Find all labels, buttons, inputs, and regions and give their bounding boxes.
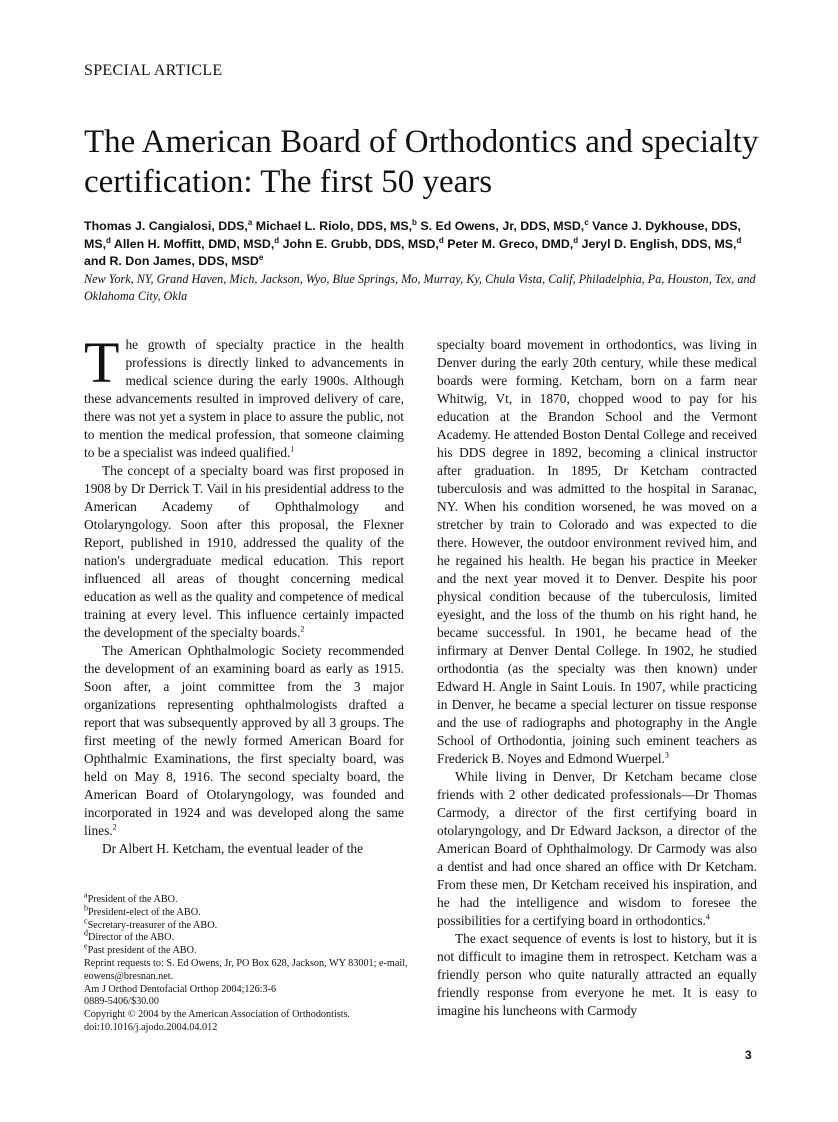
body-paragraph: [437, 768, 757, 930]
footnote-mark: d: [84, 929, 88, 938]
paragraph-text: Dr Albert H. Ketcham, the eventual leader of the: [102, 841, 364, 856]
author-affiliation-mark: d: [438, 235, 444, 245]
affiliations: New York, NY, Grand Haven, Mich, Jackson, Wyo, Blue Springs, Mo, Murray, Ky, Chula Vista, Calif, Philadelphia, Pa, Houston, Tex, and Oklahoma City, Okla: [84, 272, 756, 303]
author-affiliation-mark: e: [258, 252, 264, 262]
author-name: Allen H. Moffitt, DMD, MSD,: [110, 236, 275, 251]
paragraph-text: he growth of specialty practice in the health professions is directly linked to advancements in medical science during the early 1900s. Although these advancements resulted in improved delivery of care, there was not yet a system in place to assure the public, not to mention the medical profession, that someone claiming to be a specialist was indeed qualified.: [84, 337, 404, 460]
author-name: Thomas J. Cangialosi, DDS,: [84, 219, 248, 233]
footnote: [84, 929, 414, 945]
right-column: [437, 336, 757, 1020]
left-column: [84, 330, 404, 858]
footnote-text: Reprint requests to: S. Ed Owens, Jr, PO Box 628, Jackson, WY 83001; e-mail, eowens@bresnan.net.: [84, 957, 408, 982]
footnote-text: Past president of the ABO.: [87, 945, 197, 957]
footnote-text: Director of the ABO.: [88, 932, 175, 944]
body-paragraph: [437, 336, 757, 768]
citation-ref: 3: [664, 750, 669, 760]
author-list: [84, 218, 764, 271]
footnote-text: doi:10.1016/j.ajodo.2004.04.012: [84, 1021, 218, 1033]
paragraph-text: The concept of a specialty board was first proposed in 1908 by Dr Derrick T. Vail in his presidential address to the American Academy of Ophthalmology and Otolaryngology. Soon after this proposal, the Flexner Report, published in 1910, addressed the quality of the nation's undergraduate medical education. This report influenced all areas of thought concerning medical education as well as the quality and competence of medical training at every level. This influence certainly impacted the development of the specialty boards.: [84, 463, 404, 640]
author-affiliation-mark: a: [247, 217, 253, 227]
footnote-mark: c: [84, 916, 88, 926]
footnote: [84, 1022, 414, 1035]
author-affiliation-mark: c: [584, 217, 589, 227]
citation-ref: 4: [705, 912, 710, 922]
footnote-mark: e: [84, 941, 88, 951]
drop-cap: T: [84, 330, 120, 395]
author-name: Jeryl D. English, DDS, MS,: [578, 236, 737, 251]
footnote-text: President-elect of the ABO.: [88, 906, 201, 918]
paragraph-text: The American Ophthalmologic Society recommended the development of an examining board as early as 1915. Soon after, a joint committee from the 3 major organizations representing ophthalmologists drafted a report that was subsequently approved by all 3 groups. The first meeting of the newly formed American Board for Ophthalmic Examinations, the first specialty board, was held on May 8, 1916. The second specialty board, the American Board of Otolaryngology, was founded and incorporated in 1924 and was developed along the same lines.: [84, 643, 404, 838]
article-title: The American Board of Orthodontics and specialty certification: The first 50 years: [84, 124, 759, 200]
footnote-mark: b: [84, 903, 88, 913]
paragraph-text: The exact sequence of events is lost to history, but it is not difficult to imagine them in retrospect. Ketcham was a friendly person who quite naturally attracted an equally friendly response from everyone he met. It is easy to imagine his luncheons with Carmody: [437, 931, 757, 1018]
footnote: [84, 941, 414, 958]
paragraph-text: While living in Denver, Dr Ketcham became close friends with 2 other dedicated professionals—Dr Thomas Carmody, a director of the first certifying board in otolaryngology, and Dr Edward Jackson, a director of the American Board of Ophthalmology. Dr Carmody was also a dentist and had once shared an office with Dr Ketcham. From these men, Dr Ketcham received his inspiration, and he had the intelligence and wisdom to foresee the possibilities for a certifying board in orthodontics.: [437, 769, 757, 928]
footnote: [84, 890, 414, 907]
body-paragraph: [84, 642, 404, 840]
author-name: and R. Don James, DDS, MSD: [84, 254, 259, 268]
body-paragraph: [84, 840, 404, 858]
author-affiliation-mark: d: [274, 235, 280, 245]
footnote-text: Secretary-treasurer of the ABO.: [87, 919, 218, 931]
author-name: Peter M. Greco, DMD,: [443, 236, 574, 251]
footnote: [84, 1009, 414, 1022]
footnote: [84, 996, 414, 1009]
footnote: [84, 984, 414, 997]
paragraph-text: specialty board movement in orthodontics, was living in Denver during the early 20th century, while these medical boards were forming. Ketcham, born on a farm near Whitwig, Vt, in 1870, chopped wood to pay for his education at the Brandon School and the Vermont Academy. He attended Boston Dental College and received his DDS degree in 1892, becoming a clinical instructor after graduation. In 1895, Dr Ketcham contracted tuberculosis and was admitted to the hospital in Saranac, NY. When his condition worsened, he was moved on a stretcher by train to Colorado and was expected to die there. However, the outdoor environment revived him, and he regained his health. He began his practice in Meeker and the next year moved it to Denver. Despite his poor physical condition because of the tuberculosis, limited eyesight, and the loss of the thumb on his right hand, he became successful. In 1901, he became head of the infirmary at Denver Dental College. In 1902, he studied orthodontia (as the specialty was then known) under Edward H. Angle in Saint Louis. In 1907, while practicing in Denver, he became a special lecturer on tissue response and the use of radiographs and photography in the Angle School of Orthodontia, joining such eminent teachers as Frederick B. Noyes and Edmond Wuerpel.: [437, 337, 757, 766]
footnote: [84, 903, 414, 920]
page-number: 3: [745, 1048, 752, 1062]
footnote: [84, 916, 414, 933]
footnote-mark: a: [84, 890, 88, 900]
footnote-text: 0889-5406/$30.00: [84, 996, 159, 1008]
author-affiliation-mark: b: [412, 217, 417, 227]
citation-ref: 2: [300, 624, 305, 634]
footnote-text: Am J Orthod Dentofacial Orthop 2004;126:3-6: [84, 983, 277, 995]
citation-ref: 1: [290, 444, 295, 454]
author-name: Michael L. Riolo, DDS, MS,: [252, 219, 413, 233]
body-paragraph: [84, 462, 404, 642]
author-name: S. Ed Owens, Jr, DDS, MSD,: [416, 219, 585, 233]
footnote: [84, 958, 414, 984]
body-paragraph: [84, 330, 404, 462]
author-name: John E. Grubb, DDS, MSD,: [279, 236, 439, 251]
footnotes: [84, 890, 414, 1035]
citation-ref: 2: [112, 822, 117, 832]
footnote-text: Copyright © 2004 by the American Association of Orthodontists.: [84, 1009, 351, 1021]
author-affiliation-mark: d: [573, 235, 579, 245]
footnote-text: President of the ABO.: [87, 894, 178, 905]
body-paragraph: [437, 930, 757, 1020]
author-affiliation-mark: d: [106, 235, 111, 245]
section-label: SPECIAL ARTICLE: [84, 62, 223, 79]
author-affiliation-mark: d: [736, 235, 742, 245]
author-name: Vance J. Dykhouse, DDS, MS,: [84, 219, 741, 251]
